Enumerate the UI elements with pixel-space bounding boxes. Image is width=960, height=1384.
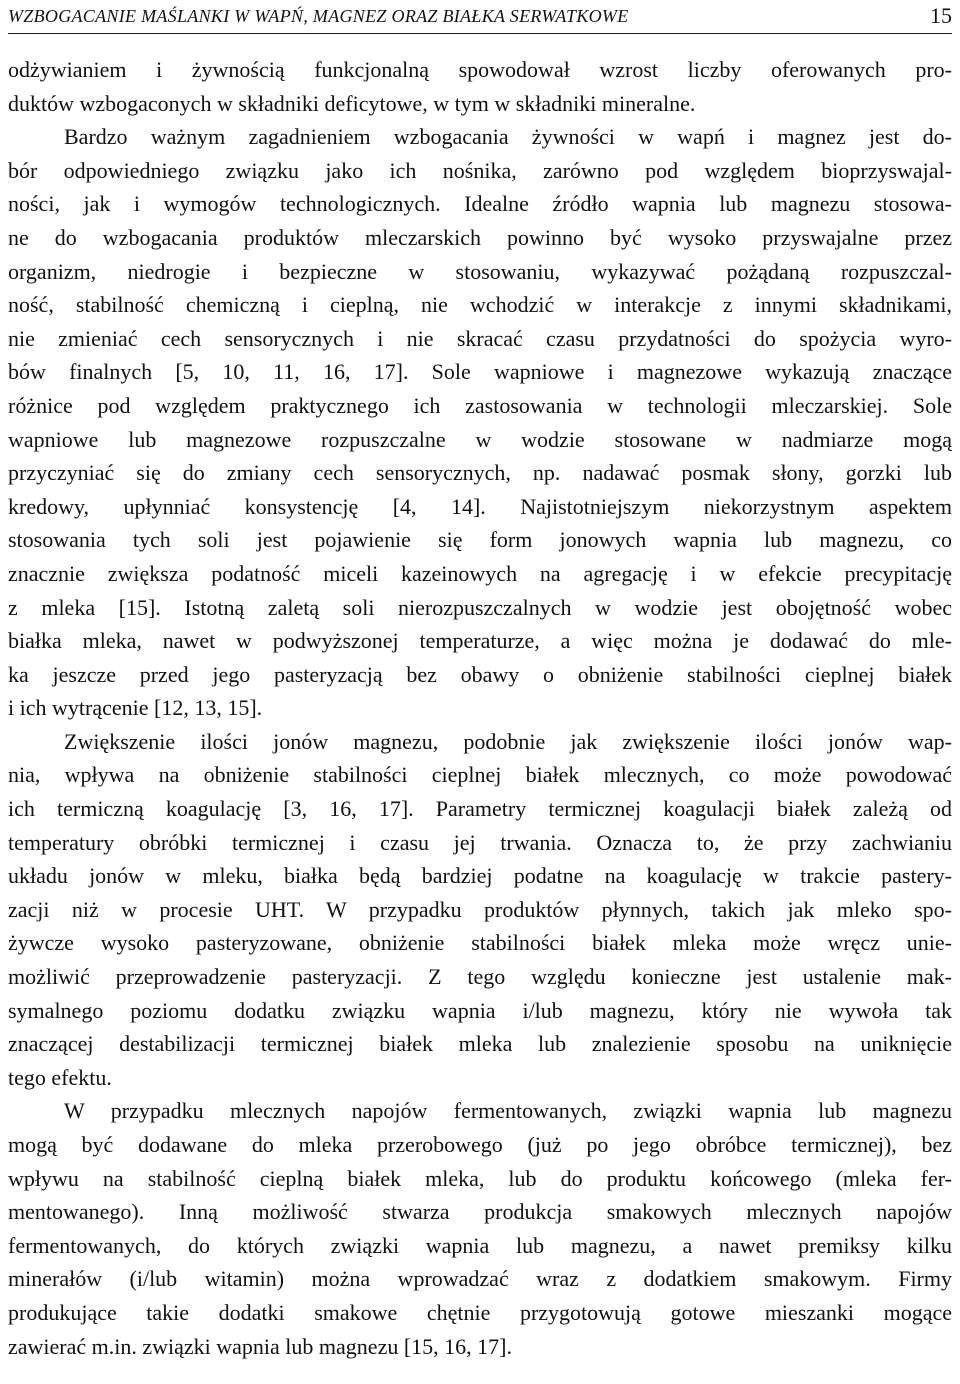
text-line: mogą być dodawane do mleka przerobowego (już po jego obróbce termicznej), bez (8, 1132, 952, 1157)
text-line: ne do wzbogacania produktów mleczarskich powinno być wysoko przyswajalne przez (8, 224, 952, 250)
text-line: odżywianiem i żywnością funkcjonalną spowodował wzrost liczby oferowanych pro- (8, 57, 952, 82)
text-line: bór odpowiedniego związku jako ich nośnika, zarówno pod względem bioprzyswajal- (8, 157, 952, 183)
text-line: stosowania tych soli jest pojawienie się form jonowych wapnia lub magnezu, co (8, 527, 952, 553)
text-line: wapniowe lub magnezowe rozpuszczalne w wodzie stosowane w nadmiarze mogą (8, 426, 952, 452)
text-line: temperatury obróbki termicznej i czasu jej trwania. Oznacza to, że przy zachwianiu (8, 829, 952, 855)
text-line: ka jeszcze przed jego pasteryzacją bez obawy o obniżenie stabilności cieplnej białek (8, 661, 952, 687)
text-line: mentowanego). Inną możliwość stwarza produkcja smakowych mlecznych napojów (8, 1199, 952, 1225)
text-line: ich termiczną koagulację [3, 16, 17]. Parametry termicznej koagulacji białek zależą od (8, 796, 952, 822)
text-line: produkujące takie dodatki smakowe chętnie przygotowują gotowe mieszanki mogące (8, 1299, 952, 1325)
text-line: białka mleka, nawet w podwyższonej temperaturze, a więc można je dodawać do mle- (8, 628, 952, 654)
text-line: W przypadku mlecznych napojów fermentowanych, związki wapnia lub magnezu (64, 1098, 952, 1124)
text-line: ności, jak i wymogów technologicznych. Idealne źródło wapnia lub magnezu stosowa- (8, 191, 952, 217)
text-line: z mleka [15]. Istotną zaletą soli nierozpuszczalnych w wodzie jest obojętność wobec (8, 594, 952, 620)
text-line: Bardzo ważnym zagadnieniem wzbogacania żywności w wapń i magnez jest do- (64, 124, 952, 150)
page-number: 15 (930, 3, 952, 28)
text-line: tego efektu. (8, 1064, 112, 1090)
running-title: WZBOGACANIE MAŚLANKI W WAPŃ, MAGNEZ ORAZ BIAŁKA SERWATKOWE (8, 6, 629, 26)
text-line: bów finalnych [5, 10, 11, 16, 17]. Sole wapniowe i magnezowe wykazują znaczące (8, 359, 952, 385)
text-line: przyczyniać się do zmiany cech sensorycznych, np. nadawać posmak słony, gorzki lub (8, 460, 952, 486)
text-line: nia, wpływa na obniżenie stabilności cieplnej białek mlecznych, co może powodować (8, 762, 952, 788)
paragraph-2 (8, 120, 952, 725)
text-line: wpływu na stabilność cieplną białek mleka, lub do produktu końcowego (mleka fer- (8, 1165, 952, 1191)
text-line: znaczącej destabilizacji termicznej białek mleka lub znalezienie sposobu na uniknięcie (8, 1031, 952, 1057)
text-line: możliwić przeprowadzenie pasteryzacji. Z tego względu konieczne jest ustalenie mak- (8, 964, 952, 990)
text-line: układu jonów w mleku, białka będą bardziej podatne na koagulację w trakcie pastery- (8, 863, 952, 889)
body-text (8, 53, 952, 1363)
paragraph-3 (8, 725, 952, 1095)
text-line: zawierać m.in. związki wapnia lub magnezu [15, 16, 17]. (8, 1333, 512, 1359)
paragraph-1 (8, 53, 952, 120)
text-line: znacznie zwiększa podatność miceli kazeinowych na agregację i w efekcie precypitację (8, 560, 952, 586)
text-line: zacji niż w procesie UHT. W przypadku produktów płynnych, takich jak mleko spo- (8, 896, 952, 922)
paragraph-4 (8, 1094, 952, 1363)
text-line: fermentowanych, do których związki wapnia lub magnezu, a nawet premiksy kilku (8, 1232, 952, 1258)
text-line: i ich wytrącenie [12, 13, 15]. (8, 695, 263, 721)
text-line: Zwiększenie ilości jonów magnezu, podobnie jak zwiększenie ilości jonów wap- (64, 728, 952, 754)
text-line: minerałów (i/lub witamin) można wprowadzać wraz z dodatkiem smakowym. Firmy (8, 1266, 952, 1292)
text-line: symalnego poziomu dodatku związku wapnia i/lub magnezu, który nie wywoła tak (8, 997, 952, 1023)
text-line: organizm, niedrogie i bezpieczne w stosowaniu, wykazywać pożądaną rozpuszczal- (8, 258, 952, 284)
text-line: różnice pod względem praktycznego ich zastosowania w technologii mleczarskiej. Sole (8, 392, 952, 418)
text-line: nie zmieniać cech sensorycznych i nie skracać czasu przydatności do spożycia wyro- (8, 325, 952, 351)
text-line: kredowy, upłynniać konsystencję [4, 14]. Najistotniejszym niekorzystnym aspektem (8, 493, 952, 519)
running-header (8, 3, 952, 34)
text-line: duktów wzbogaconych w składniki deficytowe, w tym w składniki mineralne. (8, 90, 696, 116)
text-line: ność, stabilność chemiczną i cieplną, nie wchodzić w interakcje z innymi składnikami, (8, 292, 952, 318)
text-line: żywcze wysoko pasteryzowane, obniżenie stabilności białek mleka może wręcz unie- (8, 930, 952, 956)
